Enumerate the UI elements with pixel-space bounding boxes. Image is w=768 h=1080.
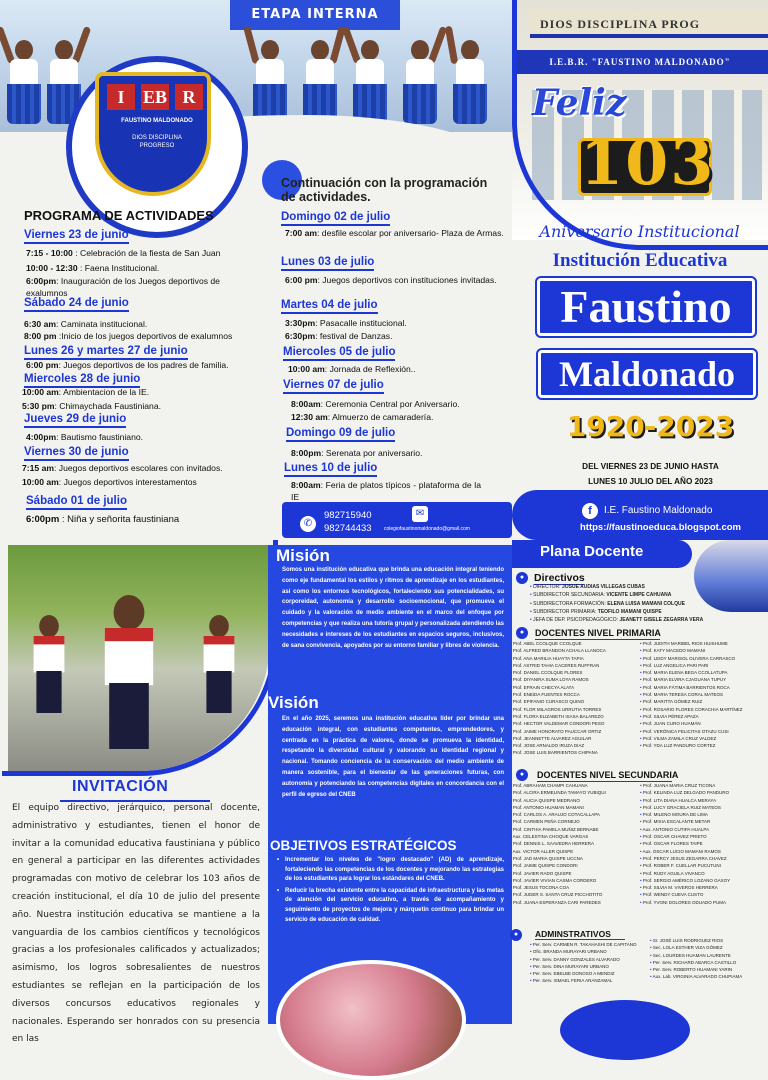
day-heading: Miercoles 28 de junio <box>24 373 140 388</box>
teacher-item: • Prof. SILVIA M. VIVEROS HERRERA <box>640 884 765 891</box>
admin-list <box>650 937 765 981</box>
day-heading: Lunes 03 de julio <box>281 256 374 271</box>
activity: 8:00am: Feria de platos típicos - plataforma de la IE <box>291 480 481 502</box>
teacher-item: • Prof. JUANA ESPERANZA CARI PAREDES <box>510 899 635 906</box>
teacher-item: • Aux. VICTOR ALLER QUISPE <box>510 848 635 855</box>
teacher-item: • Prof. YDA LUZ PANDURO CORTEZ <box>640 742 765 749</box>
users-icon: ● <box>516 769 528 781</box>
staff-item: • Per. Serv. ISMAEL FERIA ARANZAMAL <box>530 977 650 984</box>
years-range: 1920-2023 <box>566 410 735 443</box>
activity: 10:00 am: Jornada de Reflexión.. <box>288 364 416 374</box>
teacher-item: • Prof. LUZ ANGELICA PARI PARI <box>640 662 765 669</box>
teacher-item: • Prof. MARIA ELVIRA CJAGUANA TUPUY <box>640 676 765 683</box>
teacher-item: • Prof. JUDER S. SANTA CRUZ PICCHOTITO <box>510 891 635 898</box>
teacher-item: • Prof. SILVIA PÉREZ APAZA <box>640 713 765 720</box>
dance-photo <box>276 960 466 1080</box>
vision-text: En el año 2025, seremos una institución educativa líder por brindar una educación integral, con estudiantes competentes, emprendedores, y centrada en la práctica de valores, donde se promueva la identidad, respetando la diversidad cultural y valorando su identidad regional y nacional. Tomando conciencia de la conservación del medio ambiente de manera sostenible, para el bienestar de las generaciones futuras, con autonomía y potenciando las competencias digitales en concordancia con el perfil de egreso del CNEB <box>282 716 504 798</box>
teacher-item: • Prof. PERCY JESUS ZEGARRA CHAVEZ <box>640 855 765 862</box>
user-icon: ● <box>516 627 528 639</box>
teacher-item: • Prof. JAIME HONORATO PAUCCAR ORTIZ <box>510 728 635 735</box>
teacher-item: • Prof. ALCIRA ERMELINDA TAMAYO YUBIQUI <box>510 789 635 796</box>
school-crest-logo <box>95 72 211 202</box>
activity: 6:30pm: festival de Danzas. <box>285 331 393 341</box>
teacher-item: • Prof. LUCY GRACIELA RUIZ MATEOS <box>640 804 765 811</box>
teacher-item: • Prof. MARIA TERESA CORAL MATEOS <box>640 691 765 698</box>
crest-motto: DIOS DISCIPLINA PROGRESO <box>132 135 182 149</box>
teacher-item: • Prof. SERGIO AMÉRICO LOZANO GAXOY <box>640 877 765 884</box>
teacher-item: • Prof. YVONI DOLORES ODUADO PUMA <box>640 899 765 906</box>
day-heading: Lunes 10 de julio <box>284 462 377 477</box>
mission-title: Misión <box>276 546 330 565</box>
secundaria-list <box>640 782 765 906</box>
teacher-item: • Prof. JOSE ARNALDO IRUZA DIAZ <box>510 742 635 749</box>
teacher-item: • Prof. HECTOR VALDEMAR CONDORI PESO <box>510 720 635 727</box>
teacher-item: • Prof. MARIA ELENA BEGA CCOLLATUPA <box>640 669 765 676</box>
day-heading: Miercoles 05 de julio <box>283 346 395 361</box>
section-heading: Directivos <box>534 572 585 584</box>
activity: 10:00 am: Ambientacion de la IE. <box>22 387 150 397</box>
teacher-item: • Prof. OSCAR FLORES TAIPE <box>640 840 765 847</box>
teacher-item: • Prof. JEANNETTE ALVAREZ AGUILAR <box>510 735 635 742</box>
activity: 7:15 am: Juegos deportivos escolares con invitados. <box>22 463 223 473</box>
staff-item: • Sec. LOLA ESTHER VIZA GÓMEZ <box>650 944 765 951</box>
teacher-item: • Aux. CELESTINA CHOQUE VARGAS <box>510 833 635 840</box>
activity: 6:00pm : Niña y señorita faustiniana <box>26 514 180 525</box>
user-icon: ● <box>516 572 528 584</box>
anniversary-number: 103 <box>580 126 716 199</box>
teacher-item: • Prof. DIYANIRA SUMA LOYA RAMOS <box>510 676 635 683</box>
directivo-item: • DIRECTOR: JOSUE AUDIAS VILLEGAS CUBAS <box>530 583 690 591</box>
teacher-item: • Prof. JAVIER RADO QUISPE <box>510 870 635 877</box>
teacher-item: • Prof. WENDY CUEVA CUSTO <box>640 891 765 898</box>
school-name-last: Maldonado <box>558 354 736 394</box>
objectives-title: OBJETIVOS ESTRATÉGICOS <box>270 838 457 853</box>
primaria-list <box>510 640 635 757</box>
plana-title: Plana Docente <box>540 543 644 560</box>
activity: 8:00pm: Serenata por aniversario. <box>291 448 423 458</box>
staff-item: • Per. Serv. RICHARD ABARCA CASTILLO <box>650 959 765 966</box>
invitation-title: INVITACIÓN <box>72 778 169 795</box>
teacher-item: • Prof. ASTRID TAHIA CACERES RUFFRAN <box>510 662 635 669</box>
teacher-item: • Prof. DENNIS L. SAAVEDRA HERRERA <box>510 840 635 847</box>
activity: 10:00 am: Juegos deportivos interestamentos <box>22 477 197 487</box>
program-title: PROGRAMA DE ACTIVIDADES <box>24 208 214 223</box>
activity: 8:00 pm :Inicio de los juegos deportivos de exalumnos <box>24 331 233 341</box>
teacher-item: • Prof. MARITTA GÓMEZ RUIZ <box>640 698 765 705</box>
email-link[interactable]: colegiofaustinomaldonado@gmail.com <box>384 526 470 532</box>
teacher-item: • Prof. ANA MARILIA HUAYTA TAPIA <box>510 655 635 662</box>
mail-icon: ✉ <box>412 506 428 522</box>
activity: 6:00 pm: Juegos deportivos con instituciones invitadas. <box>285 275 497 285</box>
teacher-item: • Aux. ANTONIO CUTIPA HUALPA <box>640 826 765 833</box>
directivo-item: • SUBDIRECTORA FORMACIÓN: ELENA LUISA MAMANI COLQUE <box>530 600 690 608</box>
teacher-item: • Prof. JAVIER VIVIAN CASMA CORDERO <box>510 877 635 884</box>
vision-title: Visión <box>268 693 319 712</box>
teacher-item: • Prof. OSCAR CHAVEZ PRIETO <box>640 833 765 840</box>
teacher-item: • Prof. EFRAIN CHECYA ALATA <box>510 684 635 691</box>
admin-list <box>530 941 650 985</box>
day-heading: Martes 04 de julio <box>281 299 378 314</box>
staff-item: • Aux. Lab. VIRGINIA ALVARADO CHUPIAMA <box>650 973 765 980</box>
mission-text: Somos una institución educativa que brinda una educación integral teniendo como eje fundamental los estilos y ritmos de aprendizaje en los estudiantes, así como los entornos tecnológicos, fortaleciendo sus potencialidades, su corporeidad, autonomía y desarrollo socioemocional, que promueva el cuidado y la valoración de medio ambiente en el marco del enfoque por competencias y que realiza una tutoría grupal y personalizada atendiendo las necesidades e intereses de los estudiantes en espacios seguros, inclusivos, de sana convivencia, apoyados por su entorno familiar y libres de violencia. <box>282 567 504 649</box>
teacher-item: • Prof. JUDITH MARIBEL RIOS HUISHUME <box>640 640 765 647</box>
feliz-title: Feliz <box>532 82 627 124</box>
section-heading: DOCENTES NIVEL SECUNDARIA <box>537 770 679 780</box>
facebook-icon: f <box>582 503 598 519</box>
day-heading: Jueves 29 de junio <box>24 413 126 428</box>
objectives-list <box>276 856 504 927</box>
teacher-item: • Aux. OSCAR LUCIO MAMANI RAMOS <box>640 848 765 855</box>
activity: 3:30pm: Pasacalle institucional. <box>285 318 407 328</box>
teacher-item: • Prof. LEIDY MARISOL OLIVERA CARRASCO <box>640 655 765 662</box>
directivo-item: • JEFA DE DEP. PSICOPEDAGÓGICO: JEANETT GISELE ZEGARRA VERA <box>530 616 690 624</box>
teacher-item: • Prof. ABEL CCOLQUE CCOLQUE <box>510 640 635 647</box>
teacher-item: • Prof. JESUS TOCONA COA <box>510 884 635 891</box>
teacher-item: • Prof. RUDY AGUILA VIVANCO <box>640 870 765 877</box>
anniversary-subtitle: Aniversario Institucional <box>539 222 740 241</box>
phone-number[interactable]: 982744433 <box>324 523 372 534</box>
teacher-item: • Prof. JOSE LUIS BARRIENTOS CHIPANA <box>510 749 635 756</box>
photo-banner: ETAPA INTERNA <box>230 0 400 30</box>
teacher-item: • Prof. ROBER F. CUELLAR PUCUTUNI <box>640 862 765 869</box>
teacher-item: • Prof. FLORA ELIZABETH ISASA BALAREZO <box>510 713 635 720</box>
teacher-item: • Prof. LITA DIANA HUALCA MERAYA <box>640 797 765 804</box>
day-heading: Viernes 07 de julio <box>283 379 384 394</box>
blog-link[interactable]: https://faustinoeduca.blogspot.com <box>580 522 741 533</box>
activity: 7:15 - 10:00 : Celebración de la fiesta de San Juan <box>26 248 221 258</box>
teacher-item: • Prof. MIXIA ESCALANTE METAR <box>640 818 765 825</box>
staff-item: • Per. Serv. ROBERTO HUAMANI YARIN <box>650 966 765 973</box>
divider <box>535 939 625 940</box>
day-heading: Sábado 24 de junio <box>24 297 129 312</box>
teachers-photo <box>694 540 768 612</box>
teacher-item: • Prof. DANIEL CCOLQUE FLORES <box>510 669 635 676</box>
crest-letter: I <box>107 84 135 110</box>
teacher-item: • Prof. KELINDA LUZ DELGADO PANDURO <box>640 789 765 796</box>
staff-item: • Per. Serv. DANNY GONZALES ALVARADO <box>530 956 650 963</box>
teacher-item: • Prof. EPIFANIO CURASCO QUINO <box>510 698 635 705</box>
teacher-item: • Prof. CARMEN PEÑA CORNEJO <box>510 818 635 825</box>
secundaria-list <box>510 782 635 906</box>
activity: 6:00pm: Inauguración de los Juegos deportivos de exalumnos <box>26 276 220 298</box>
list-item: • Incrementar los niveles de "logro destacado" (AD) de aprendizaje, fortaleciendo las competencias de los docentes y mejorando las estrategias de los estudiantes para lograr los estándares del CNEB. <box>276 856 504 885</box>
day-heading: Domingo 09 de julio <box>286 427 395 442</box>
phone-number[interactable]: 982715940 <box>324 510 372 521</box>
activity: 4:00pm: Bautismo faustiniano. <box>26 432 144 442</box>
teacher-item: • Prof. VILMA ZAMILA CRUZ VALDEZ <box>640 735 765 742</box>
facebook-name[interactable]: I.E. Faustino Maldonado <box>604 505 713 516</box>
users-icon: ● <box>510 929 522 941</box>
teacher-item: • Prof. ANTONIO HUAMAN MAMANI <box>510 804 635 811</box>
activity: 7:00 am: desfile escolar por aniversario- Plaza de Armas. <box>285 228 504 238</box>
activity: 8:00am: Ceremonia Central por Aniversario. <box>291 399 460 409</box>
teacher-item: • Prof. ABRAHAM CHAMPI CAHUANA <box>510 782 635 789</box>
primaria-list <box>640 640 765 749</box>
school-name-first: Faustino <box>560 281 732 332</box>
activity: 12:30 am: Almuerzo de camaradería. <box>291 412 434 422</box>
teacher-item: • Prof. ENEIDA FUENTES ROCCA <box>510 691 635 698</box>
teacher-item: • Prof. MILENO MOURA DE LIMA <box>640 811 765 818</box>
contact-bar <box>282 502 512 538</box>
wall-sign: DIOS DISCIPLINA PROG <box>530 10 768 38</box>
school-sign: I.E.B.R. "FAUSTINO MALDONADO" <box>512 50 768 74</box>
teacher-item: • Prof. ALFRED BRANDON ACHALA LLANOCA <box>510 647 635 654</box>
activity: 5:30 pm: Chimaychada Faustiniana. <box>22 401 162 411</box>
activity: 10:00 - 12:30 : Faena Institucional. <box>26 263 160 273</box>
teacher-item: • Prof. MARIA FÁTIMA BARRIENTOS ROCA <box>640 684 765 691</box>
directivos-list <box>530 583 704 624</box>
staff-item: • Ofic. BRANDA MURAYARI URBANO <box>530 948 650 955</box>
list-item: • Reducir la brecha existente entre la capacidad de infraestructura y las metas de atención del servicio educativo, a través de acompañamiento y seguimiento de proyectos de mejora y márquetin continuo para brindar un servicio de educación de calidad. <box>276 887 504 925</box>
event-dates: DEL VIERNES 23 DE JUNIO HASTA LUNES 10 JULIO DEL AÑO 2023 <box>582 462 719 486</box>
teacher-item: • Prof. KATY MACEDO MAMANI <box>640 647 765 654</box>
crest-name: FAUSTINO MALDONADO <box>121 118 193 124</box>
day-heading: Domingo 02 de julio <box>281 211 390 226</box>
staff-item: • Per. Serv. DINA MURAYARI URBANO <box>530 963 650 970</box>
teacher-item: • Prof. JAD MARIA QUISPE UCCNA <box>510 855 635 862</box>
photo-frame <box>2 540 278 776</box>
invitation-text: El equipo directivo, jerárquico, personal docente, administrativo y estudiantes, tienen el honor de invitar a la comunidad educativa faustiniana y público en general a participar en las diferentes actividades programadas con motivo de celebrar los 103 años de creación institucional, el día 10 de julio del presente año. Nuestra institución educativa se mantiene a la vanguardia de los cambios científicos y tecnológicos gracias a los profesionales calificados y actualizados; asimismo, los logros sobresalientes de nuestros estudiantes se reflejan en la participación de los diversos concursos educativos regionales y nacionales. Esperando ser honrados con su presencia en las <box>12 803 260 1045</box>
crest-letter: R <box>175 84 203 110</box>
day-heading: Viernes 23 de junio <box>24 229 129 244</box>
section-heading: ADMINSTRATIVOS <box>535 929 611 939</box>
day-heading: Viernes 30 de junio <box>24 446 129 461</box>
directivo-item: • SUBDIRECTOR PRIMARIA: TEOFILO MAMANI QUISPE <box>530 608 690 616</box>
title-frame <box>512 0 768 250</box>
staff-item: • Per. Serv. CARMEN R. TAKAHASHI DE CAPITANO <box>530 941 650 948</box>
teacher-item: • Prof. JUAN CURO HUAMÁN <box>640 720 765 727</box>
teacher-item: • Prof. VERÓNICA FELICITAS OTAZU CUSI <box>640 728 765 735</box>
staff-item: • Per. Serv. EBELBE DONOSO A MENDIZ <box>530 970 650 977</box>
crest-letter: EB <box>141 84 169 110</box>
section-heading: DOCENTES NIVEL PRIMARIA <box>535 628 661 638</box>
staff-item: • Sec. LOURDES HUAMAN LAURENTE <box>650 952 765 959</box>
institution-label: Institución Educativa <box>552 250 728 271</box>
directivo-item: • SUBDIRECTOR SECUNDARIA: VICENTE LIMPE CAHUANA <box>530 591 690 599</box>
day-heading: Sábado 01 de julio <box>26 495 127 510</box>
whatsapp-icon: ✆ <box>300 516 316 532</box>
teacher-item: • Prof. ALICIA QUISPE MEDRANO <box>510 797 635 804</box>
staff-item: • Sr. JOSÉ LUIS RODRIGUEZ RIOS <box>650 937 765 944</box>
teacher-item: • Prof. JAIME QUISPE CONDORI <box>510 862 635 869</box>
day-heading: Lunes 26 y martes 27 de junio <box>24 345 188 360</box>
teacher-item: • Prof. ROSARIO FLORES CORACHIA MARTÍNEZ <box>640 706 765 713</box>
teacher-item: • Prof. FLOR MILAGROS URRUTIA TORRES <box>510 706 635 713</box>
activity: 6:30 am: Caminata institucional. <box>24 319 148 329</box>
decor-circle <box>560 1000 690 1060</box>
continuation-title: Continuación con la programación de actividades. <box>281 176 488 204</box>
teacher-item: • Prof. CINTHIA PAMELA MUÑIZ BERNABE <box>510 826 635 833</box>
teacher-item: • Prof. CARLOS A. ARAUJO COTACALLAPA <box>510 811 635 818</box>
activity: 6:00 pm: Juegos deportivos de los padres de familia. <box>26 360 229 370</box>
teacher-item: • Prof. JUANA MARIA CRUZ TICONA <box>640 782 765 789</box>
